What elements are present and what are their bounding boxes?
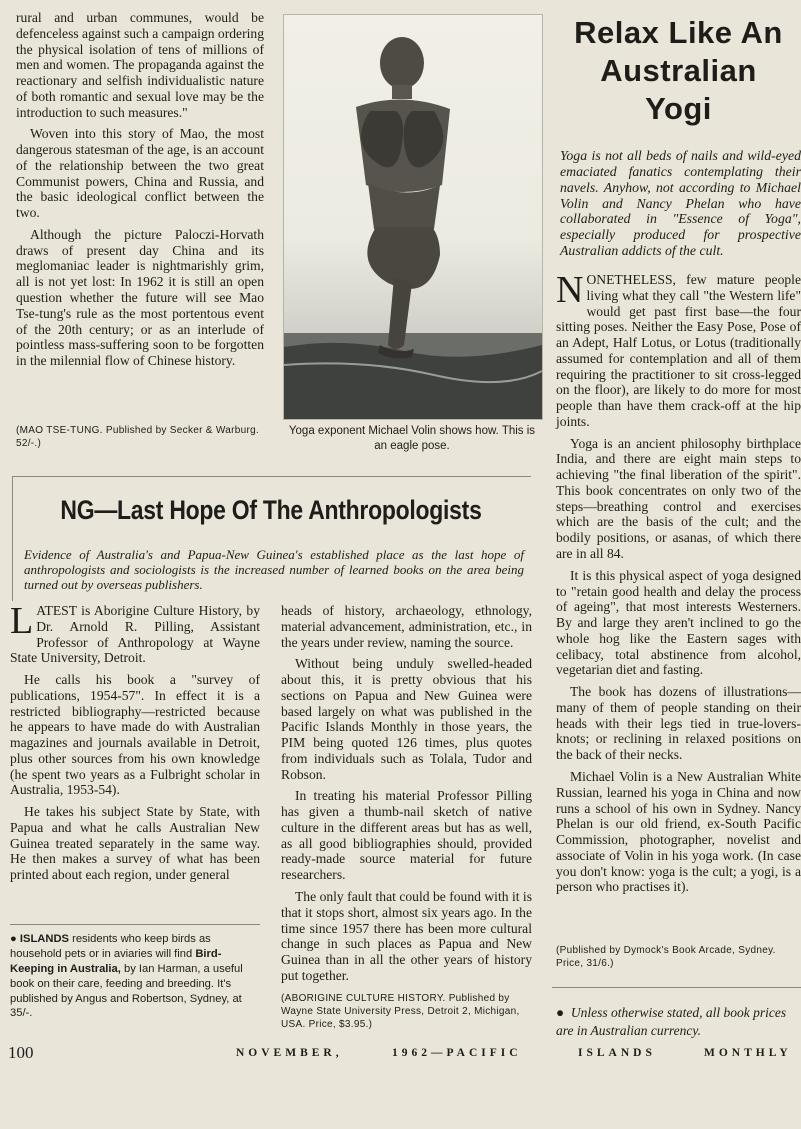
yoga-paragraph-2: Yoga is an ancient philosophy birthplace India, and there are eight main steps to achieving "the final liberation of the spirit". This book concentrates on only two of the steps—breathing control and exercises which are the basis of the cult; and the bodily positions, or asanas, of which there are in all 84. [556,435,801,562]
book-prices-note [556,1004,801,1040]
islands-note-text-b: by Ian Harman, a useful book on their care, feeding and breeding. It's published by Angus and Robertson, Sydney, at 35/-. [10,962,243,1020]
islands-bird-keeping-note [10,932,260,1021]
yoga-paragraph-5: Michael Volin is a New Australian White Russian, learned his yoga in China and now runs a school of his own in Sydney. Nancy Phelan is our old friend, ex-South Pacific Commission, photographer, novelist and associate of Volin in his yoga work. (In case you don't know: yoga is the cult; a yogi, is a person who practises it). [556,768,801,895]
bullet-icon: ● [556,1005,565,1020]
footer-year: 1962—PACIFIC [392,1047,522,1059]
yoga-paragraph-3: It is this physical aspect of yoga designed to "retain good health and delay the process of ageing", that most interests Westerners. By and large they aren't inclined to go the whole hog like the Eastern sages with celibacy, total abstinence from alcohol, vegetarian diet and fasting. [556,567,801,678]
footer-monthly: MONTHLY [704,1047,792,1059]
yoga-paragraph-4: The book has dozens of illustrations—many of them of people standing on their heads with their legs tied in true-lovers-knots; or reclining in relaxed positions on the back of their necks. [556,684,801,763]
yoga-paragraph-1 [556,269,801,430]
footer-month: NOVEMBER, [236,1047,343,1059]
mao-paragraph-2: Woven into this story of Mao, the most dangerous statesman of the age, is an account of the relationship between the two great Communist powers, China and Russia, and the basic ideological conflict between the two. [16,126,264,221]
yoga-paragraph-1-text: ONETHELESS, few mature people living what they call "the Western life" would get past first base—the four sitting poses. Neither the Easy Pose, Pose of an Adept, Half Lotus, or Lotus (traditionally assumed for contemplation and all of them requiring the practitioner to sit cross-legged on the floor), are likely to do more for most people than have them crack-off at the hip joints. [556,272,801,429]
ng-paragraph-5: Without being unduly swelled-headed about this, it is pretty obvious that his sections on Papua and New Guinea were based largely on what was published in the Pacific Islands Monthly in those years, the PIM being quoted 126 times, plus quotes from individuals such as Tolala, Tudor and Robson. [281,656,532,782]
rule-islands-note [10,924,260,925]
yoga-title-line-3: Yogi [645,90,712,126]
yoga-article-title [556,14,801,127]
footer-islands: ISLANDS [578,1047,656,1059]
yoga-title-line-1: Relax Like An [574,15,783,50]
ng-paragraph-7: The only fault that could be found with it is that it stops short, almost six years ago. In the time since 1957 there has been more cultural change in such places as Papua and New Guinea than in all the other years of history put together. [281,889,532,983]
yoga-deck: Yoga is not all beds of nails and wild-eyed emaciated fanatics contemplating their navels. Anyhow, not according to Michael Volin and Nancy Phelan who have collaborated in "Essence of Yoga", especially produced for prospective Australian addicts of the cult. [560,148,801,259]
yoga-article-body [556,269,801,901]
ng-credit: (ABORIGINE CULTURE HISTORY. Published by Wayne State University Press, Detroit 2, Michigan, USA. Price, $3.95.) [281,993,520,1030]
ng-paragraph-4: heads of history, archaeology, ethnology, material advancement, administration, etc., in the years under review, naming the source. [281,603,532,650]
mao-credit: (MAO TSE-TUNG. Published by Secker & Warburg. 52/-.) [16,425,260,449]
ng-drop-cap: L [10,600,34,642]
mao-paragraph-3: Although the picture Paloczi-Horvath draws of present day China and its meglomaniac leader is nightmarishly grim, all is not yet lost: In 1962 it is still an open question whether the future will see Mao Tse-tung's rule as the most portentous event of the 20th century; or as an interlude of pointless mass-suffering soon to be forgotten in the milennial flow of Chinese history. [16,226,264,369]
mao-paragraph-1: rural and urban communes, would be defenceless against such a campaign ordering the physical isolation of tens of millions of men and women. The propaganda against the reactionary and selfish individualistic nature of both romantic and sexual love may be the introduction to such measures." [16,10,264,120]
bullet-icon: ● [10,933,17,945]
ng-article-title: NG—Last Hope Of The Anthropologists [60,495,482,525]
yogi-figure-illustration [284,15,542,419]
page-number: 100 [8,1043,34,1062]
ng-paragraph-1 [10,600,260,666]
ng-paragraph-2: He calls his book a "survey of publications, 1954-57". In effect it is a restricted bibliography—restricted because he appears to have made do with Australian magazines and journals available in Detroit, plus other sources from his own knowledge (he spent two years as a Fulbright scholar in Australia, 1953-54). [10,672,260,798]
rule-right-prices [552,987,801,988]
ng-paragraph-1-text: ATEST is Aborigine Culture History, by Dr. Arnold R. Pilling, Assistant Professor of Anthropology at Wayne State University, Detroit. [10,603,260,666]
yoga-credit: (Published by Dymock's Book Arcade, Sydney. Price, 31/6.) [556,945,776,969]
yoga-title-line-2: Australian [600,52,757,88]
ng-column-left [10,600,260,889]
yoga-eagle-pose-photo [283,14,543,420]
ng-column-right [281,603,532,990]
book-prices-text: Unless otherwise stated, all book prices are in Australian currency. [556,1005,787,1039]
photo-caption: Yoga exponent Michael Volin shows how. This is an eagle pose. [288,425,536,452]
islands-note-text-a: residents who keep birds as household pets or in aviaries will find [10,933,211,960]
page-footer [0,1043,801,1069]
mao-review-column [16,10,264,375]
ng-paragraph-6: In treating his material Professor Pilling has given a thumb-nail sketch of native culture in the different areas but has as well, as all good bibliographies should, provided ready-made source material for future researchers. [281,788,532,883]
ng-paragraph-3: He takes his subject State by State, with Papua and what he calls Australian New Guinea treated separately in the same way. He then makes a survey of what has been printed about each region, under general [10,804,260,883]
islands-note-book: Bird-Keeping in Australia, [10,947,222,975]
yoga-drop-cap: N [556,269,584,311]
ng-deck: Evidence of Australia's and Papua-New Guinea's established place as the last hope of anthropologists and sociologists is the increased number of learned books on the area being turned out by overseas publishers. [24,547,524,592]
islands-note-lead: ISLANDS [19,933,69,945]
